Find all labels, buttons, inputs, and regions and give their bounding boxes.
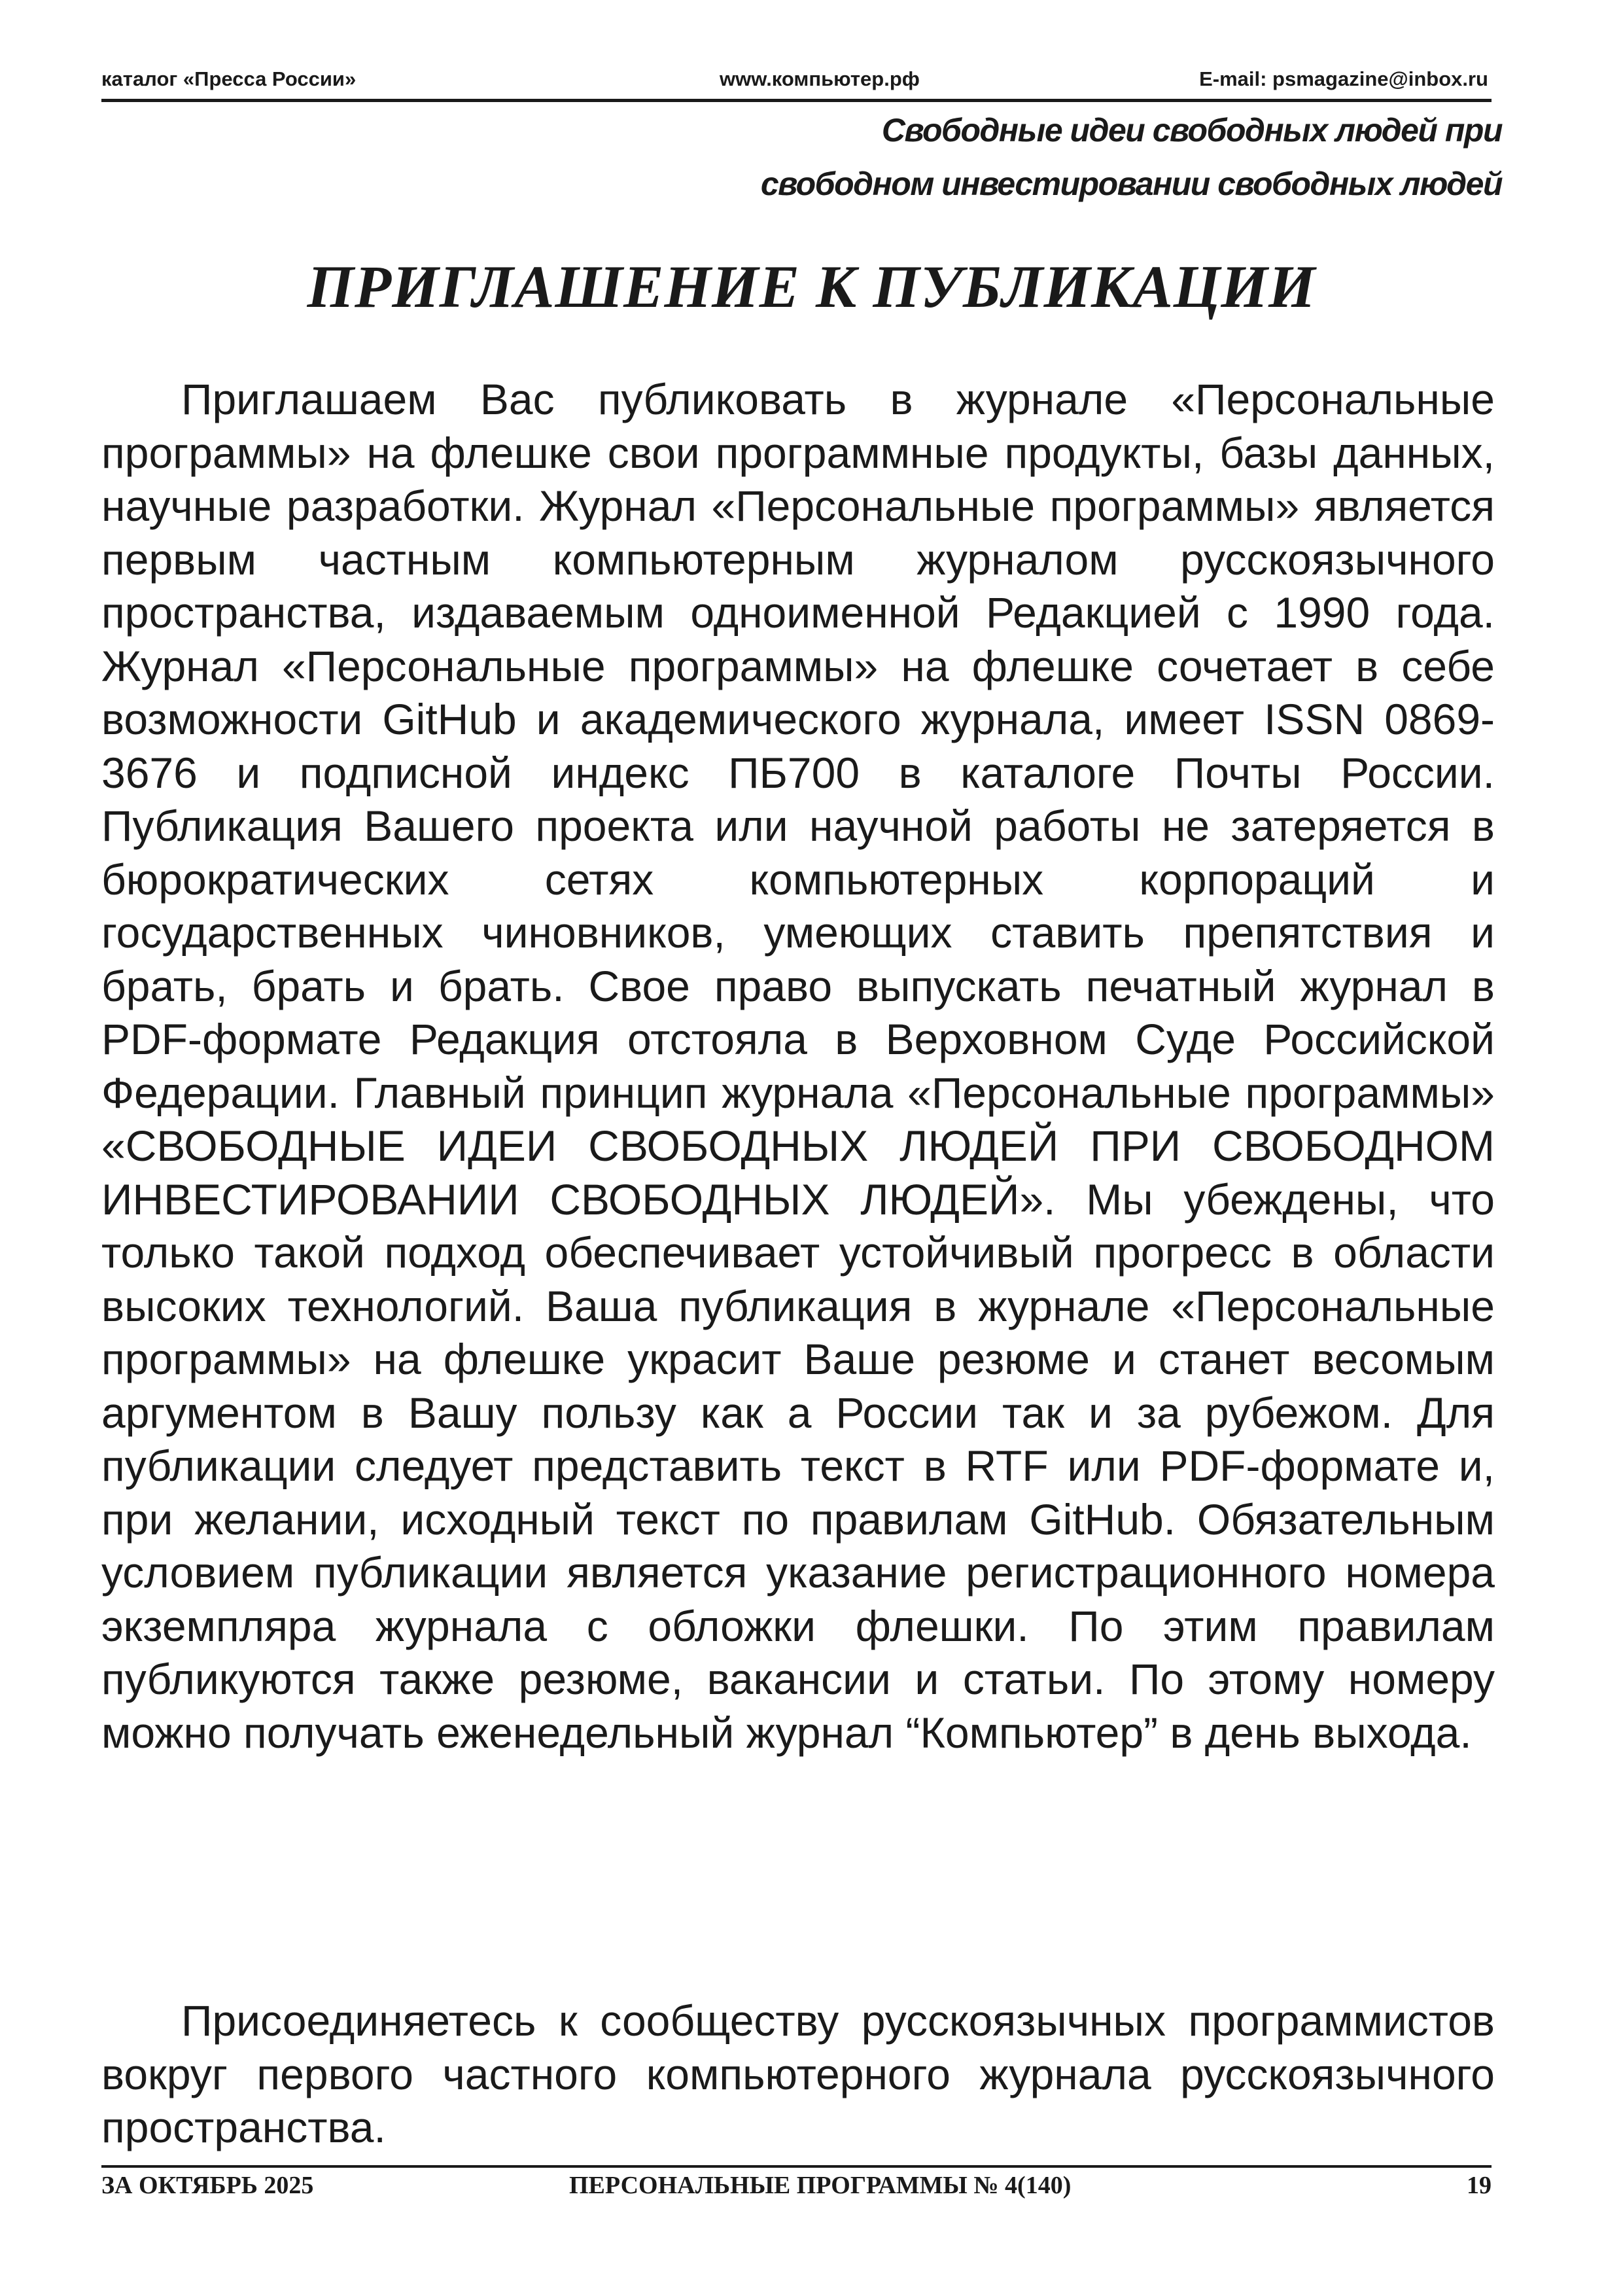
running-footer: [101, 2171, 1492, 2200]
slogan-line-2: свободном инвестировании свободных людей: [760, 166, 1502, 202]
page-title: ПРИГЛАШЕНИЕ К ПУБЛИКАЦИИ: [307, 253, 1316, 320]
footer-divider: [101, 2165, 1492, 2168]
header-email: E-mail: psmagazine@inbox.ru: [1199, 67, 1488, 90]
article-closing: [101, 1994, 1495, 2155]
paragraph-join: Присоединяетесь к сообществу русскоязычных программистов вокруг первого частного компьютерного журнала русскоязычного пространства.: [101, 1996, 1495, 2151]
footer-magazine-title: ПЕРСОНАЛЬНЫЕ ПРОГРАММЫ № 4(140): [569, 2172, 1072, 2199]
running-header: [101, 67, 1488, 96]
header-website: www.компьютер.рф: [720, 67, 920, 90]
paragraph-invitation: Приглашаем Вас публиковать в журнале «Персональные программы» на флешке свои программные продукты, базы данных, научные разработки. Журнал «Персональные программы» является первым частным компьютерным журналом русскоязычного пространства, издаваемым одноименной Редакцией с 1990 года. Журнал «Персональные программы» на флешке сочетает в себе возможности GitHub и академического журнала, имеет ISSN 0869-3676 и подписной индекс ПБ700 в каталоге Почты России. Публикация Вашего проекта или научной работы не затеряется в бюрократических сетях компьютерных корпораций и государственных чиновников, умеющих ставить препятствия и брать, брать и брать. Свое право выпускать печатный журнал в PDF-формате Редакция отстояла в Верховном Суде Российской Федерации. Главный принцип журнала «Персональные программы» «СВОБОДНЫЕ ИДЕИ СВОБОДНЫХ ЛЮДЕЙ ПРИ СВОБОДНОМ ИНВЕСТИРОВАНИИ СВОБОДНЫХ ЛЮДЕЙ». Мы убеждены, что только такой подход обеспечивает устойчивый прогресс в области высоких технологий. Ваша публикация в журнале «Персональные программы» на флешке украсит Ваше резюме и станет весомым аргументом в Вашу пользу как а России так и за рубежом. Для публикации следует представить текст в RTF или PDF-формате и, при желании, исходный текст по правилам GitHub. Обязательным условием публикации является указание регистрационного номера экземпляра журнала с обложки флешки. По этим правилам публикуются также резюме, вакансии и статьи. По этому номеру можно получать еженедельный журнал “Компьютер” в день выхода.: [101, 375, 1495, 1757]
article-body: [101, 373, 1495, 1759]
footer-page-number: 19: [1467, 2172, 1492, 2199]
slogan-line-1: Свободные идеи свободных людей при: [881, 112, 1502, 149]
header-divider: [101, 99, 1492, 102]
footer-issue-date: ЗА ОКТЯБРЬ 2025: [101, 2172, 314, 2199]
header-catalog: каталог «Пресса России»: [101, 67, 357, 90]
